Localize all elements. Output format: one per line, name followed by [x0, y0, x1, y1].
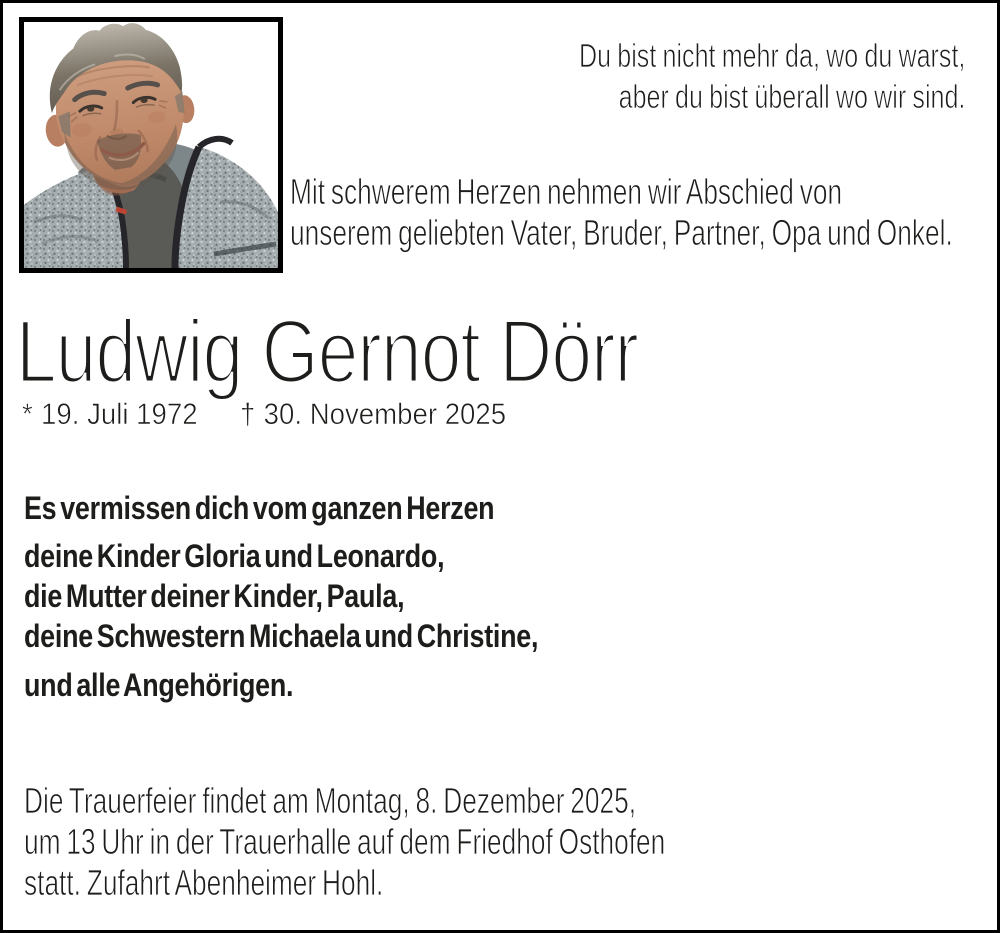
epigraph-line-2: aber du bist überall wo wir sind.: [618, 78, 965, 115]
life-dates: [22, 397, 506, 433]
epigraph: [579, 35, 965, 117]
funeral-line-2: um 13 Uhr in der Trauerhalle auf dem Friedhof Osthofen: [24, 821, 666, 862]
funeral-line-1: Die Trauerfeier findet am Montag, 8. Dezember 2025,: [24, 780, 637, 821]
intro-line-2: unserem geliebten Vater, Bruder, Partner, Opa und Onkel.: [290, 212, 953, 253]
birth-star-symbol: *: [22, 398, 33, 431]
death-date: [240, 398, 506, 431]
funeral-line-3: statt. Zufahrt Abenheimer Hohl.: [24, 862, 384, 903]
funeral-details: [24, 780, 665, 903]
mourners-section: [24, 488, 538, 705]
intro-line-1: Mit schwerem Herzen nehmen wir Abschied von: [290, 171, 843, 212]
mourners-line-sisters: deine Schwestern Michaela und Christine,: [24, 618, 539, 654]
mourners-line-mother: die Mutter deiner Kinder, Paula,: [24, 578, 405, 614]
birth-date-text: 19. Juli 1972: [41, 398, 198, 431]
deceased-name: Ludwig Gernot Dörr: [16, 301, 639, 401]
intro-text: [290, 171, 953, 253]
death-date-text: 30. November 2025: [263, 398, 507, 431]
death-cross-symbol: †: [240, 398, 256, 431]
mourners-heading: Es vermissen dich vom ganzen Herzen: [24, 490, 495, 526]
mourners-line-children: deine Kinder Gloria und Leonardo,: [24, 538, 445, 574]
mourners-closing: und alle Angehörigen.: [24, 667, 294, 703]
portrait-illustration: [24, 22, 278, 268]
birth-date: [22, 397, 240, 433]
portrait-photo: [19, 17, 283, 273]
epigraph-line-1: Du bist nicht mehr da, wo du warst,: [578, 37, 965, 74]
